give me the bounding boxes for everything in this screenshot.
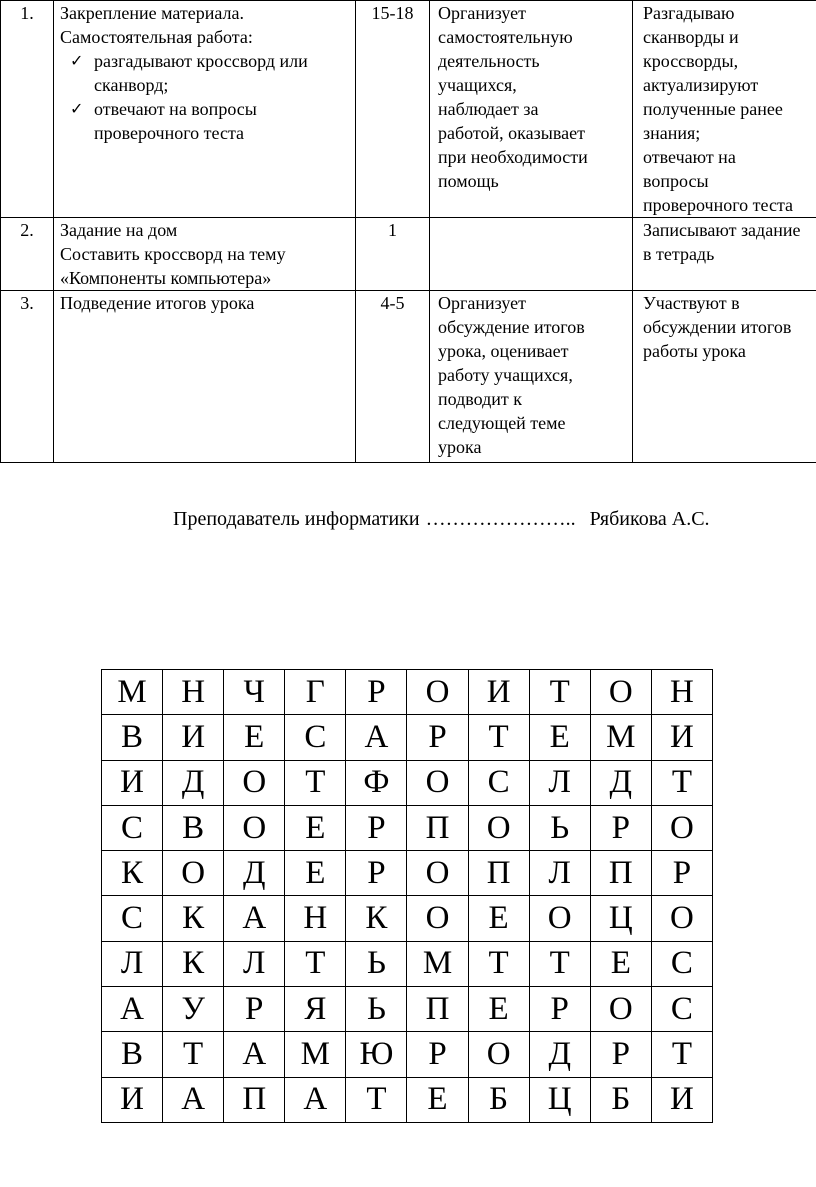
checkmark-icon: ✓ xyxy=(70,51,84,70)
signature-line xyxy=(173,508,710,531)
grid-row xyxy=(102,1077,713,1122)
grid-cell: И xyxy=(651,1077,712,1122)
grid-cell: Л xyxy=(102,941,163,986)
students-activity-line: отвечают на xyxy=(643,147,736,167)
grid-cell: О xyxy=(224,805,285,850)
teacher-activity-line: подводит к xyxy=(438,389,523,409)
teacher-activity-line: Организует xyxy=(438,3,526,23)
stage-time: 15-18 xyxy=(356,1,430,218)
grid-cell: П xyxy=(407,805,468,850)
stage-description xyxy=(54,1,356,218)
grid-cell: М xyxy=(285,1032,346,1077)
grid-cell: Т xyxy=(529,941,590,986)
teacher-activity-line: работу учащихся, xyxy=(438,365,573,385)
grid-cell: И xyxy=(102,1077,163,1122)
grid-cell: Д xyxy=(590,760,651,805)
teacher-activity-line: Организует xyxy=(438,293,526,313)
grid-cell: Т xyxy=(651,1032,712,1077)
grid-cell: Т xyxy=(346,1077,407,1122)
checkmark-icon: ✓ xyxy=(70,99,84,118)
grid-row xyxy=(102,670,713,715)
stage-time: 4-5 xyxy=(356,291,430,463)
grid-cell: П xyxy=(224,1077,285,1122)
grid-cell: Р xyxy=(529,987,590,1032)
checklist-item-line: проверочного теста xyxy=(94,123,245,143)
grid-cell: Р xyxy=(407,1032,468,1077)
grid-cell: Ь xyxy=(529,805,590,850)
stage-line: Подведение итогов урока xyxy=(60,293,255,313)
stage-line: Задание на дом xyxy=(60,220,178,240)
grid-cell: А xyxy=(285,1077,346,1122)
grid-cell: Ю xyxy=(346,1032,407,1077)
grid-cell: А xyxy=(102,987,163,1032)
students-activity-line: работы урока xyxy=(643,341,746,361)
grid-cell: В xyxy=(102,1032,163,1077)
grid-cell: О xyxy=(163,851,224,896)
grid-row xyxy=(102,987,713,1032)
grid-cell: Я xyxy=(285,987,346,1032)
grid-cell: Р xyxy=(346,851,407,896)
teacher-activity-line: деятельность xyxy=(438,51,540,71)
grid-cell: Т xyxy=(529,670,590,715)
stage-line: Самостоятельная работа: xyxy=(60,27,253,47)
students-activity-line: обсуждении итогов xyxy=(643,317,792,337)
students-activity-line: знания; xyxy=(643,123,701,143)
teacher-activity-line: урока xyxy=(438,437,482,457)
grid-cell: С xyxy=(102,896,163,941)
grid-cell: Р xyxy=(590,1032,651,1077)
lesson-stage-row xyxy=(1,1,816,218)
teacher-activity-line: учащихся, xyxy=(438,75,517,95)
grid-cell: К xyxy=(346,896,407,941)
grid-cell: С xyxy=(651,941,712,986)
grid-cell: Т xyxy=(285,941,346,986)
grid-cell: Т xyxy=(651,760,712,805)
grid-cell: Е xyxy=(407,1077,468,1122)
grid-cell: Р xyxy=(346,805,407,850)
grid-cell: Р xyxy=(224,987,285,1032)
grid-cell: И xyxy=(163,715,224,760)
teacher-activity-line: при необходимости xyxy=(438,147,588,167)
grid-cell: Р xyxy=(346,670,407,715)
teacher-activity-line: урока, оценивает xyxy=(438,341,569,361)
grid-cell: Н xyxy=(651,670,712,715)
teacher-activity-line: наблюдает за xyxy=(438,99,539,119)
grid-row xyxy=(102,851,713,896)
grid-cell: О xyxy=(407,670,468,715)
grid-cell: И xyxy=(651,715,712,760)
teacher-activity-line: обсуждение итогов xyxy=(438,317,585,337)
grid-cell: О xyxy=(407,760,468,805)
stage-number: 1. xyxy=(1,1,54,218)
grid-cell: О xyxy=(468,1032,529,1077)
grid-cell: Д xyxy=(163,760,224,805)
checklist-item xyxy=(60,97,349,145)
grid-cell: К xyxy=(163,896,224,941)
teacher-activity-line: следующей теме xyxy=(438,413,566,433)
grid-cell: Л xyxy=(529,760,590,805)
stage-checklist xyxy=(60,49,349,145)
grid-cell: К xyxy=(102,851,163,896)
grid-row xyxy=(102,1032,713,1077)
grid-cell: Е xyxy=(285,805,346,850)
grid-cell: В xyxy=(102,715,163,760)
grid-cell: И xyxy=(468,670,529,715)
grid-row xyxy=(102,760,713,805)
grid-cell: О xyxy=(651,896,712,941)
students-activity-line: вопросы xyxy=(643,171,709,191)
grid-cell: Т xyxy=(468,941,529,986)
grid-cell: Ч xyxy=(224,670,285,715)
grid-cell: Е xyxy=(468,987,529,1032)
grid-cell: Н xyxy=(285,896,346,941)
teacher-activity xyxy=(430,218,633,291)
students-activity-line: полученные ранее xyxy=(643,99,783,119)
students-activity-line: кроссворды, xyxy=(643,51,739,71)
grid-cell: Т xyxy=(285,760,346,805)
stage-number: 2. xyxy=(1,218,54,291)
grid-cell: Ц xyxy=(529,1077,590,1122)
students-activity-line: Участвуют в xyxy=(643,293,740,313)
grid-cell: С xyxy=(468,760,529,805)
grid-cell: Д xyxy=(529,1032,590,1077)
stage-number: 3. xyxy=(1,291,54,463)
checklist-item-line: разгадывают кроссворд или xyxy=(94,51,308,71)
lesson-plan-table xyxy=(0,0,816,463)
teacher-activity-line: работой, оказывает xyxy=(438,123,585,143)
stage-description xyxy=(54,218,356,291)
students-activity-line: проверочного теста xyxy=(643,195,794,215)
grid-cell: Ь xyxy=(346,987,407,1032)
signature-dots: ………………….. xyxy=(425,508,576,530)
grid-cell: Л xyxy=(224,941,285,986)
grid-cell: Ц xyxy=(590,896,651,941)
grid-cell: Н xyxy=(163,670,224,715)
teacher-activity-line: помощь xyxy=(438,171,499,191)
checklist-item-line: сканворд; xyxy=(94,75,169,95)
grid-cell: Е xyxy=(285,851,346,896)
grid-cell: Б xyxy=(590,1077,651,1122)
teacher-activity-line: самостоятельную xyxy=(438,27,573,47)
checklist-item-line: отвечают на вопросы xyxy=(94,99,257,119)
students-activity-line: в тетрадь xyxy=(643,244,715,264)
students-activity-line: Записывают задание xyxy=(643,220,801,240)
grid-cell: Р xyxy=(407,715,468,760)
grid-cell: Е xyxy=(590,941,651,986)
grid-cell: А xyxy=(224,896,285,941)
students-activity xyxy=(633,291,816,463)
students-activity-line: сканворды и xyxy=(643,27,739,47)
grid-cell: О xyxy=(529,896,590,941)
stage-line: «Компоненты компьютера» xyxy=(60,268,272,288)
grid-cell: О xyxy=(468,805,529,850)
grid-cell: М xyxy=(102,670,163,715)
grid-cell: О xyxy=(590,987,651,1032)
grid-cell: Р xyxy=(590,805,651,850)
grid-cell: С xyxy=(651,987,712,1032)
grid-cell: С xyxy=(285,715,346,760)
grid-cell: М xyxy=(407,941,468,986)
grid-cell: П xyxy=(468,851,529,896)
grid-cell: А xyxy=(346,715,407,760)
grid-cell: Ь xyxy=(346,941,407,986)
grid-cell: Е xyxy=(529,715,590,760)
grid-cell: С xyxy=(102,805,163,850)
checklist-item xyxy=(60,49,349,97)
grid-cell: Е xyxy=(468,896,529,941)
students-activity-line: актуализируют xyxy=(643,75,759,95)
stage-time: 1 xyxy=(356,218,430,291)
stage-description xyxy=(54,291,356,463)
teacher-activity xyxy=(430,291,633,463)
grid-cell: Г xyxy=(285,670,346,715)
grid-cell: О xyxy=(407,851,468,896)
grid-row xyxy=(102,896,713,941)
grid-cell: У xyxy=(163,987,224,1032)
grid-cell: Ф xyxy=(346,760,407,805)
grid-cell: П xyxy=(590,851,651,896)
grid-cell: О xyxy=(224,760,285,805)
grid-cell: Д xyxy=(224,851,285,896)
grid-cell: Т xyxy=(468,715,529,760)
grid-cell: О xyxy=(407,896,468,941)
grid-cell: К xyxy=(163,941,224,986)
stage-line: Составить кроссворд на тему xyxy=(60,244,286,264)
stage-line: Закрепление материала. xyxy=(60,3,244,23)
students-activity xyxy=(633,1,816,218)
grid-cell: П xyxy=(407,987,468,1032)
lesson-stage-row xyxy=(1,291,816,463)
grid-cell: О xyxy=(590,670,651,715)
grid-cell: В xyxy=(163,805,224,850)
grid-cell: Е xyxy=(224,715,285,760)
grid-row xyxy=(102,715,713,760)
word-search-grid xyxy=(101,669,713,1123)
lesson-stage-row xyxy=(1,218,816,291)
students-activity xyxy=(633,218,816,291)
grid-cell: Б xyxy=(468,1077,529,1122)
grid-cell: Р xyxy=(651,851,712,896)
grid-cell: М xyxy=(590,715,651,760)
students-activity-line: Разгадываю xyxy=(643,3,735,23)
teacher-activity xyxy=(430,1,633,218)
grid-cell: А xyxy=(163,1077,224,1122)
grid-cell: Л xyxy=(529,851,590,896)
grid-row xyxy=(102,805,713,850)
grid-cell: О xyxy=(651,805,712,850)
grid-row xyxy=(102,941,713,986)
grid-cell: И xyxy=(102,760,163,805)
signature-name: Рябикова А.С. xyxy=(589,508,710,530)
grid-cell: А xyxy=(224,1032,285,1077)
signature-title: Преподаватель информатики xyxy=(173,508,420,530)
grid-cell: Т xyxy=(163,1032,224,1077)
